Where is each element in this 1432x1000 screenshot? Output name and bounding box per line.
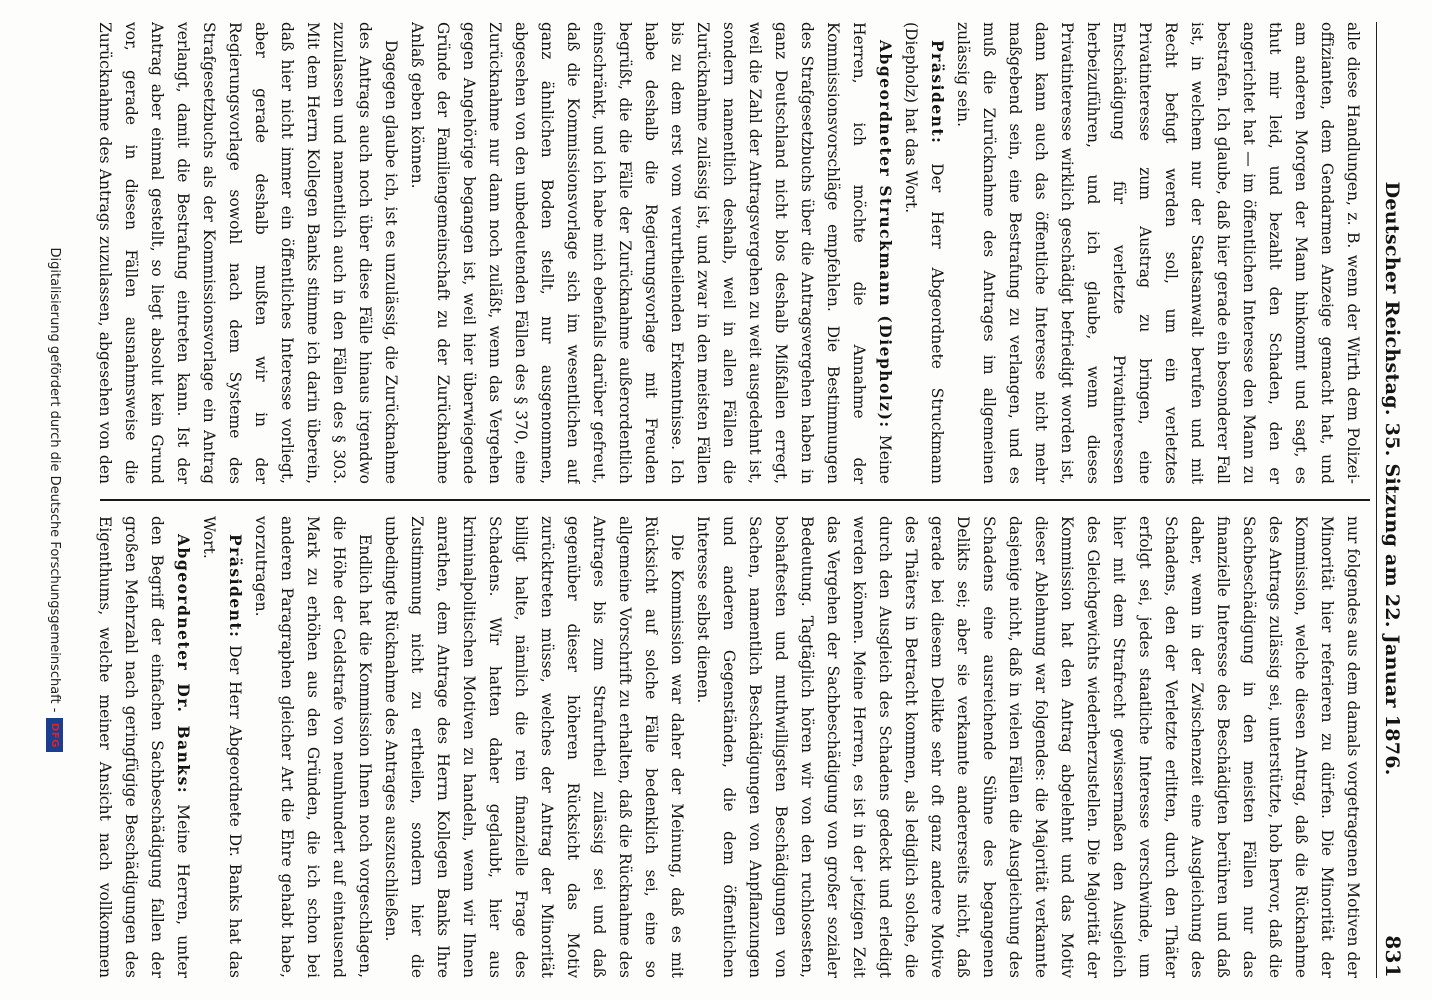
left-column (96, 22, 1366, 484)
paragraph-text: Endlich hat die Kommission Ihnen noch vorgeschlagen, die Höhe der Geldstrafe von neunhundert auf eintausend Mark zu erhöhen aus den Gründen, die ich schon bei anderen Paragraphen gleicher Art die Ehre gehabt habe, vorzutragen. (252, 516, 374, 978)
paragraph (378, 516, 690, 978)
paragraph-text: Der Herr Abgeordnete Dr. Banks hat das Wort. (200, 516, 244, 978)
paragraph-text: Meine Herren, ich möchte die Annahme der Kommissionsvorschläge empfehlen. Die Bestimmungen des Strafgesetzbuchs über die Antragsvergehen haben in ganz Deutschland nicht blos deshalb Mißfallen erregt, weil die Zahl der Antragsvergehen zu weit ausgedehnt ist, sondern namentlich deshalb, weil in allen Fällen die Zurücknahme zulässig ist, und zwar in den meisten Fällen bis zu dem erst vom verurtheilenden Erkenntnisse. Ich habe deshalb die Regierungsvorlage mit Freuden begrüßt, die die Fälle der Zurücknahme außerordentlich einschränkt, und ich habe mich ebenfalls darüber gefreut, daß die Kommissionsvorlage sich im wesentlichen auf ganz ähnlichen Boden stellt, nur ausgenommen, abgesehen von den unbedeutenden Fällen des § 370, eine Zurücknahme nur dann noch zuläßt, wenn das Vergehen gegen Angehörige begangen ist, weil hier überwiegende Gründe der Familiengemeinschaft zu der Zurücknahme Anlaß geben können. (408, 22, 894, 484)
dfg-logo (47, 718, 64, 752)
paragraph-text: alle diese Handlungen, z. B. wenn der Wirth dem Polizei-offizianten, dem Gendarmen Anzeige gemacht hat, und am anderen Morgen der Mann hinkommt und sagt, es thut mir leid, und bezahlt den Schaden, den er angerichtet hat — im öffentlichen Interesse den Mann zu bestrafen. Ich glaube, daß hier gerade ein besonderer Fall ist, in welchem nur der Staatsanwalt berufen und mit Recht befugt werden soll, um ein verletztes Privatinteresse zum Austrag zu bringen, eine Entschädigung für verletzte Privatinteressen herbeizuführen, und ich glaube, wenn dieses Privatinteresse wirklich geschädigt befriedigt worden ist, dann kann auch das öffentliche Interesse nicht mehr maßgebend sein, eine Bestrafung zu verlangen, und es muß die Zurücknahme des Antrages im allgemeinen zulässig sein. (954, 22, 1362, 484)
paragraph (950, 22, 1366, 484)
paragraph-text: nur folgendes aus dem damals vorgetragenen Motiven der Minorität hier referieren zu dürfen. Die Minorität der Kommission, welche diesen Antrag, daß die Rücknahme des Antrags zulässig sei, unterstützte, hob hervor, daß die Sachbeschädigung in den meisten Fällen nur das finanzielle Interesse des Beschädigten berühren und daß daher, wenn in der Zwischenzeit eine Ausgleichung des Schadens, den der Verletzte erlitten, durch den Thäter erfolgt sei, jedes staatliche Interesse verschwinde, um hier mit dem Strafrecht gewissermaßen den Ausgleich des Gleichgewichts wiederherzustellen. Die Majorität der Kommission hat den Antrag abgelehnt und das Motiv dieser Ablehnung war folgendes: die Majorität verkannte dasjenige nicht, daß in vielen Fällen die Ausgleichung des Schadens eine ausreichende Sühne des begangenen Delikts sei; aber sie verkannte andererseits nicht, daß gerade bei diesem Delikte sehr oft ganz andere Motive des Thäters in Betracht kommen, als lediglich solche, die durch den Ausgleich des Schadens gedeckt und erledigt werden können. Meine Herren, es ist in der jetzigen Zeit das Vergehen der Sachbeschädigung von großer sozialer Bedeutung. Tagtäglich hören wir von den ruchlosesten, boshaftesten und muthwilligsten Beschädigungen von Sachen, namentlich Beschädigungen von Anpflanzungen und anderen Gegenständen, die dem öffentlichen Interesse selbst dienen. (694, 516, 1362, 978)
speaker-name: Abgeordneter Struckmann (Diepholz): (876, 40, 895, 429)
column-divider (100, 499, 1370, 501)
speech-paragraph (196, 516, 248, 978)
dfg-logo-text: DFG (49, 723, 61, 748)
paragraph (96, 22, 404, 484)
speech-paragraph (898, 22, 950, 484)
running-head (1376, 22, 1416, 978)
paragraph-text: Dagegen glaube ich, ist es unzulässig, die Zurücknahme des Antrags auch noch über diese Fälle hinaus irgendwo zuzulassen und namentlich auch in den Fällen des § 303. Mit dem Herrn Kollegen Banks stimme ich darin überein, daß hier nicht immer ein öffentliches Interesse vorliegt, aber gerade deshalb mußten wir in der Regierungsvorlage sowohl nach dem Systeme des Strafgesetzbuchs als der Kommissionsvorlage ein Antrag verlangt, damit die Bestrafung eintreten kann. Ist der Antrag aber einmal gestellt, so liegt absolut kein Grund vor, gerade in diesen Fällen ausnahmsweise die Zurücknahme des Antrags zuzulassen, abgesehen von den (96, 22, 400, 484)
paragraph-text: Die Kommission war daher der Meinung, daß es mit Rücksicht auf solche Fälle bedenklich sei, eine so allgemeine Vorschrift zu erhalten, daß die Rücknahme des Antrages bis zum Strafurtheil zulässig sei und daß gegenüber dieser höheren Rücksicht das Motiv zurücktreten müsse, welches der Antrag der Minorität billigt halte, nämlich die rein finanzielle Frage des Schadens. Wir hatten daher geglaubt, hier aus kriminalpolitischen Motiven zu handeln, wenn wir Ihnen anrathen, dem Antrage des Herrn Kollegen Banks Ihre Zustimmung nicht zu ertheilen, sondern hier die unbedingte Rücknahme des Antrages auszuschließen. (382, 516, 686, 978)
right-column (96, 516, 1366, 978)
paragraph-text: Der Herr Abgeordnete Struckmann (Diepholz) hat das Wort. (902, 22, 946, 484)
paragraph (248, 516, 378, 978)
footer-text: Digitalisierung gefördert durch die Deutsche Forschungsgemeinschaft - (47, 247, 63, 713)
speaker-name: Präsident: (928, 40, 947, 145)
running-title: Deutscher Reichstag. 35. Sitzung am 22. Januar 1876. (1381, 181, 1403, 776)
speaker-name: Abgeordneter Dr. Banks: (174, 534, 193, 795)
paragraph-text: Meine Herren, unter den Begriff der einfachen Sachbeschädigung fallen der großen Mehrzahl nach geringfügige Beschädigungen des Eigenthums, welche meiner Ansicht nach vollkommen (96, 516, 192, 978)
digitization-footer (20, 70, 90, 930)
speech-paragraph (96, 516, 196, 978)
page-number: 831 (1381, 935, 1405, 978)
speaker-name: Präsident: (226, 534, 245, 639)
paragraph (690, 516, 1366, 978)
speech-paragraph (404, 22, 898, 484)
